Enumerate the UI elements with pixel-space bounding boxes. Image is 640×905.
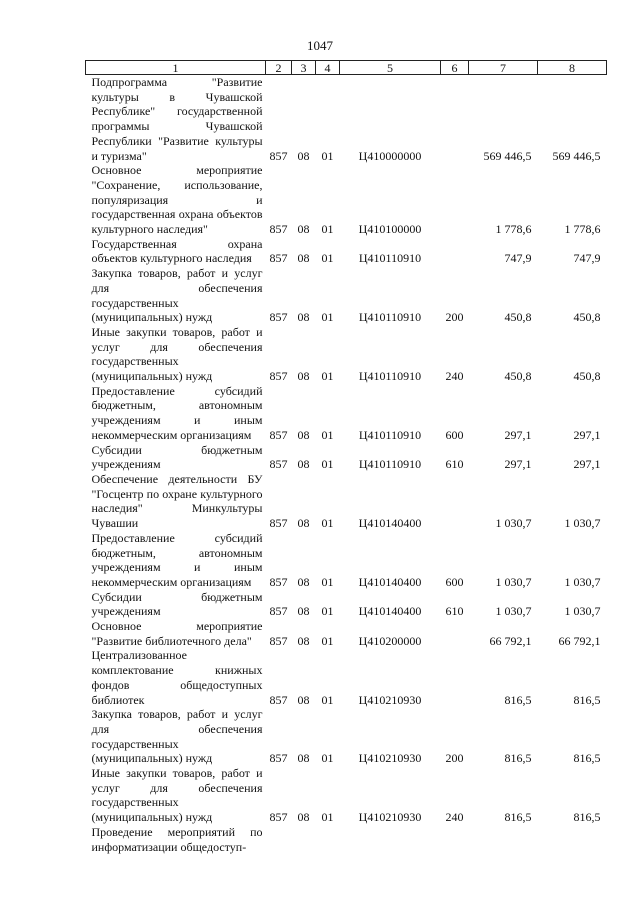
- column-header-6: 6: [441, 61, 469, 75]
- row-description: Субсидии бюджетным учреждениям: [91, 589, 263, 619]
- target-article-code: Ц410200000: [358, 633, 422, 648]
- expense-type-code: 200: [445, 310, 464, 325]
- section-code: 08: [297, 427, 310, 442]
- table-row: [86, 163, 607, 237]
- table-row: [86, 619, 607, 648]
- section-code: 08: [297, 251, 310, 266]
- budget-table: [85, 60, 607, 854]
- target-article-code: Ц410110910: [358, 369, 422, 384]
- column-header-4: 4: [316, 61, 340, 75]
- expense-type-code: 610: [445, 457, 464, 472]
- amount-col-8: 450,8: [573, 369, 601, 384]
- expense-type-code: [441, 237, 469, 266]
- amount-col-7: 1 030,7: [495, 574, 532, 589]
- subsection-code: 01: [321, 810, 334, 825]
- amount-col-8: 1 778,6: [564, 222, 601, 237]
- target-article-code: Ц410110910: [358, 457, 422, 472]
- ministry-code: 857: [269, 369, 288, 384]
- amount-col-8: 1 030,7: [564, 604, 601, 619]
- amount-col-8: 66 792,1: [558, 633, 601, 648]
- subsection-code: 01: [321, 310, 334, 325]
- amount-col-8: 450,8: [573, 310, 601, 325]
- ministry-code: [266, 825, 292, 854]
- table-row: [86, 648, 607, 707]
- table-row: [86, 707, 607, 766]
- amount-col-7: 1 778,6: [495, 222, 532, 237]
- subsection-code: 01: [321, 604, 334, 619]
- amount-col-8: 816,5: [573, 692, 601, 707]
- table-row: [86, 443, 607, 472]
- page-number: 1047: [307, 38, 333, 53]
- amount-col-7: 816,5: [504, 810, 532, 825]
- expense-type-code: 240: [445, 810, 464, 825]
- row-description: Иные закупки товаров, работ и услуг для обеспечения государственных (муниципальных) нужд: [91, 324, 263, 384]
- table-row: [86, 590, 607, 619]
- column-header-1: 1: [86, 61, 266, 75]
- subsection-code: 01: [321, 574, 334, 589]
- header-row: [86, 61, 607, 75]
- subsection-code: 01: [321, 633, 334, 648]
- amount-col-8: 816,5: [573, 810, 601, 825]
- subsection-code: 01: [321, 222, 334, 237]
- table-row: [86, 237, 607, 266]
- amount-col-7: 1 030,7: [495, 516, 532, 531]
- section-code: 08: [297, 633, 310, 648]
- table-row: [86, 384, 607, 443]
- row-description: Централизованное комплектование книжных фондов общедоступных библиотек: [91, 648, 263, 707]
- ministry-code: 857: [269, 604, 288, 619]
- target-article-code: Ц410110910: [358, 251, 422, 266]
- target-article-code: Ц410100000: [358, 222, 422, 237]
- column-header-5: 5: [340, 61, 441, 75]
- ministry-code: 857: [269, 692, 288, 707]
- table-row: [86, 266, 607, 325]
- amount-col-8: 1 030,7: [564, 574, 601, 589]
- subsection-code: 01: [321, 516, 334, 531]
- section-code: 08: [297, 751, 310, 766]
- amount-col-7: 297,1: [504, 427, 532, 442]
- column-header-3: 3: [292, 61, 316, 75]
- amount-col-8: 297,1: [573, 427, 601, 442]
- expense-type-code: 610: [445, 604, 464, 619]
- table-body: [86, 75, 607, 855]
- amount-col-8: 747,9: [573, 251, 601, 266]
- section-code: 08: [297, 604, 310, 619]
- row-description: Обеспечение деятельности БУ "Госцентр по охране культурного наследия" Минкультуры Чувашии: [91, 471, 263, 531]
- target-article-code: Ц410140400: [358, 516, 422, 531]
- expense-type-code: [441, 472, 469, 531]
- ministry-code: 857: [269, 251, 288, 266]
- subsection-code: 01: [321, 692, 334, 707]
- column-header-7: 7: [469, 61, 538, 75]
- ministry-code: 857: [269, 810, 288, 825]
- table-row: [86, 325, 607, 384]
- target-article-code: Ц410210930: [358, 810, 422, 825]
- section-code: 08: [297, 369, 310, 384]
- row-description: Закупка товаров, работ и услуг для обеспечения государственных (муниципальных) нужд: [91, 266, 263, 325]
- expense-type-code: [441, 163, 469, 237]
- target-article-code: Ц410110910: [358, 310, 422, 325]
- amount-col-7: 816,5: [504, 751, 532, 766]
- amount-col-8: 297,1: [573, 457, 601, 472]
- ministry-code: 857: [269, 516, 288, 531]
- amount-col-7: 66 792,1: [489, 633, 532, 648]
- column-header-8: 8: [538, 61, 607, 75]
- expense-type-code: 200: [445, 751, 464, 766]
- amount-col-8: 569 446,5: [552, 148, 601, 163]
- row-description: Иные закупки товаров, работ и услуг для обеспечения государственных (муниципальных) нужд: [91, 766, 263, 825]
- row-description: Закупка товаров, работ и услуг для обеспечения государственных (муниципальных) нужд: [91, 707, 263, 766]
- column-header-2: 2: [266, 61, 292, 75]
- row-description: Государственная охрана объектов культурного наследия: [91, 236, 263, 266]
- ministry-code: 857: [269, 751, 288, 766]
- amount-col-7: 450,8: [504, 369, 532, 384]
- expense-type-code: [441, 825, 469, 854]
- section-code: 08: [297, 692, 310, 707]
- ministry-code: 857: [269, 222, 288, 237]
- table-row: [86, 825, 607, 854]
- section-code: 08: [297, 310, 310, 325]
- amount-col-7: 1 030,7: [495, 604, 532, 619]
- amount-col-8: 816,5: [573, 751, 601, 766]
- amount-col-7: [469, 825, 538, 854]
- target-article-code: Ц410210930: [358, 751, 422, 766]
- section-code: 08: [297, 810, 310, 825]
- amount-col-8: 1 030,7: [564, 516, 601, 531]
- amount-col-8: [538, 825, 607, 854]
- ministry-code: 857: [269, 310, 288, 325]
- amount-col-7: 747,9: [504, 251, 532, 266]
- amount-col-7: 816,5: [504, 692, 532, 707]
- ministry-code: 857: [269, 427, 288, 442]
- table-row: [86, 766, 607, 825]
- target-article-code: Ц410140400: [358, 574, 422, 589]
- table-row: [86, 531, 607, 590]
- amount-col-7: 450,8: [504, 310, 532, 325]
- section-code: 08: [297, 222, 310, 237]
- ministry-code: 857: [269, 633, 288, 648]
- section-code: 08: [297, 574, 310, 589]
- target-article-code: Ц410110910: [358, 427, 422, 442]
- target-article-code: Ц410000000: [358, 148, 422, 163]
- section-code: [292, 825, 316, 854]
- row-description: Подпрограмма "Развитие культуры в Чувашской Республике" государственной программы Чувашской Республики "Развитие культуры и туризма": [91, 75, 263, 163]
- subsection-code: 01: [321, 427, 334, 442]
- section-code: 08: [297, 516, 310, 531]
- table-row: [86, 75, 607, 164]
- expense-type-code: [441, 619, 469, 648]
- row-description: Основное мероприятие "Развитие библиотечного дела": [91, 619, 263, 648]
- subsection-code: 01: [321, 251, 334, 266]
- target-article-code: Ц410210930: [358, 692, 422, 707]
- ministry-code: 857: [269, 574, 288, 589]
- ministry-code: 857: [269, 457, 288, 472]
- expense-type-code: [441, 648, 469, 707]
- section-code: 08: [297, 148, 310, 163]
- expense-type-code: 240: [445, 369, 464, 384]
- expense-type-code: 600: [445, 427, 464, 442]
- table-header: [86, 61, 607, 75]
- subsection-code: 01: [321, 148, 334, 163]
- row-description: Предоставление субсидий бюджетным, автономным учреждениям и иным некоммерческим организациям: [91, 530, 263, 589]
- subsection-code: 01: [321, 751, 334, 766]
- subsection-code: 01: [321, 457, 334, 472]
- row-description: Проведение мероприятий по информатизации общедоступ-: [91, 824, 263, 854]
- expense-type-code: [441, 75, 469, 164]
- row-description: Предоставление субсидий бюджетным, автономным учреждениям и иным некоммерческим организациям: [91, 383, 263, 442]
- subsection-code: [316, 825, 340, 854]
- row-description: Субсидии бюджетным учреждениям: [91, 442, 263, 472]
- table-row: [86, 472, 607, 531]
- ministry-code: 857: [269, 148, 288, 163]
- subsection-code: 01: [321, 369, 334, 384]
- section-code: 08: [297, 457, 310, 472]
- amount-col-7: 569 446,5: [483, 148, 532, 163]
- amount-col-7: 297,1: [504, 457, 532, 472]
- target-article-code: [340, 825, 441, 854]
- row-description: Основное мероприятие "Сохранение, использование, популяризация и государственная охрана объектов культурного наследия": [91, 163, 263, 237]
- expense-type-code: 600: [445, 574, 464, 589]
- target-article-code: Ц410140400: [358, 604, 422, 619]
